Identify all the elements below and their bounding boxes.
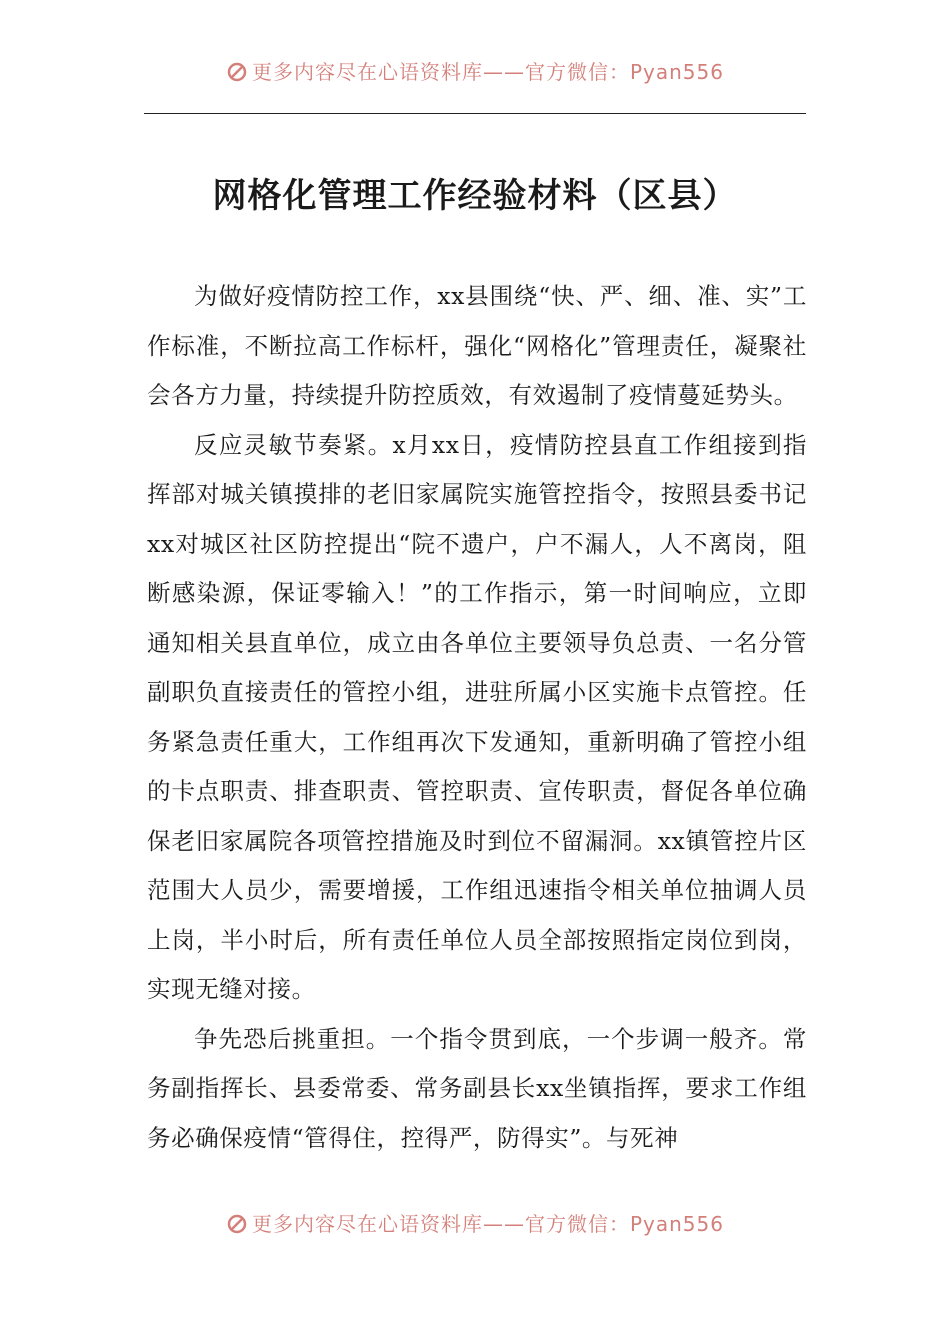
paragraph-intro: 为做好疫情防控工作，xx县围绕“快、严、细、准、实”工作标准，不断拉高工作标杆，强化“网格化”管理责任，凝聚社会各方力量，持续提升防控质效，有效遏制了疫情蔓延势头。 [147,282,807,409]
document-body [147,272,807,1163]
watermark-logo-icon [226,1213,248,1235]
watermark-header [0,56,950,84]
watermark-text: 更多内容尽在心语资料库——官方微信：Pyan556 [251,60,724,84]
paragraph-burden: 争先恐后挑重担。一个指令贯到底，一个步调一般齐。常务副指挥长、县委常委、常务副县长xx坐镇指挥，要求工作组务必确保疫情“管得住，控得严，防得实”。与死神 [147,1024,807,1152]
watermark-logo-icon [226,61,248,83]
watermark-footer [0,1208,950,1236]
header-rule [144,113,806,114]
document-title: 网格化管理工作经验材料（区县） [212,176,738,216]
paragraph-response: 反应灵敏节奏紧。x月xx日，疫情防控县直工作组接到指挥部对城关镇摸排的老旧家属院实施管控指令，按照县委书记xx对城区社区防控提出“院不遗户，户不漏人，人不离岗，阻断感染源，保证零输入！”的工作指示，第一时间响应，立即通知相关县直单位，成立由各单位主要领导负总责、一名分管副职负直接责任的管控小组，进驻所属小区实施卡点管控。任务紧急责任重大，工作组再次下发通知，重新明确了管控小组的卡点职责、排查职责、管控职责、宣传职责，督促各单位确保老旧家属院各项管控措施及时到位不留漏洞。xx镇管控片区范围大人员少，需要增援，工作组迅速指令相关单位抽调人员上岗，半小时后，所有责任单位人员全部按照指定岗位到岗，实现无缝对接。 [147,430,807,1003]
watermark-text: 更多内容尽在心语资料库——官方微信：Pyan556 [251,1212,724,1236]
